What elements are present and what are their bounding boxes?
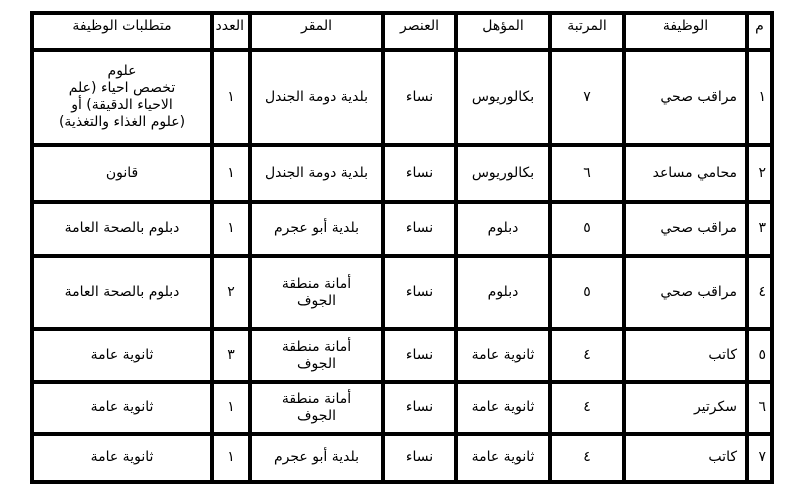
location: أمانة منطقة الجوف xyxy=(281,275,352,309)
gender: نساء xyxy=(405,164,434,181)
requirements-cell xyxy=(32,202,212,257)
header-job: الوظيفة xyxy=(624,13,747,50)
count-cell xyxy=(212,382,250,434)
job-title-cell xyxy=(624,202,747,257)
qualification: دبلوم xyxy=(487,284,519,301)
count: ١ xyxy=(227,399,235,416)
grade: ٤ xyxy=(583,399,591,416)
grade: ٤ xyxy=(583,449,591,466)
row-number-cell xyxy=(747,202,772,257)
qualification: ثانوية عامة xyxy=(471,399,535,416)
location: أمانة منطقة الجوف xyxy=(281,390,352,424)
qualification-cell xyxy=(456,145,550,202)
row-number: ٤ xyxy=(758,284,766,301)
jobs-table xyxy=(30,11,774,484)
table-row xyxy=(32,202,772,257)
location-cell xyxy=(250,382,383,434)
row-number-cell xyxy=(747,434,772,483)
count-cell xyxy=(212,329,250,382)
count-cell xyxy=(212,50,250,145)
row-number-cell xyxy=(747,382,772,434)
header-qualification: المؤهل xyxy=(456,13,550,50)
table-row xyxy=(32,256,772,329)
grade-cell xyxy=(550,202,624,257)
requirements-cell xyxy=(32,434,212,483)
job-title: مراقب صحي xyxy=(660,220,737,237)
count: ١ xyxy=(227,88,235,105)
count: ١ xyxy=(227,164,235,181)
grade: ٤ xyxy=(583,347,591,364)
requirements: علوم تخصص احياء (علم الاحياء الدقيقة) أو (علوم الغذاء والتغذية) xyxy=(58,63,186,131)
row-number: ١ xyxy=(758,88,766,105)
requirements-cell xyxy=(32,382,212,434)
count: ١ xyxy=(227,220,235,237)
grade: ٧ xyxy=(583,88,591,105)
qualification-cell xyxy=(456,50,550,145)
requirements-cell xyxy=(32,50,212,145)
gender: نساء xyxy=(405,347,434,364)
location-cell xyxy=(250,145,383,202)
job-title-cell xyxy=(624,382,747,434)
grade: ٥ xyxy=(583,284,591,301)
job-title: مراقب صحي xyxy=(660,284,737,301)
qualification: ثانوية عامة xyxy=(471,449,535,466)
grade-cell xyxy=(550,50,624,145)
qualification: ثانوية عامة xyxy=(471,347,535,364)
row-number: ٢ xyxy=(758,164,766,181)
gender-cell xyxy=(383,382,456,434)
location: أمانة منطقة الجوف xyxy=(281,338,352,372)
gender: نساء xyxy=(405,220,434,237)
location-cell xyxy=(250,50,383,145)
grade: ٦ xyxy=(583,164,591,181)
job-title-cell xyxy=(624,434,747,483)
header-requirements: متطلبات الوظيفة xyxy=(32,13,212,50)
grade: ٥ xyxy=(583,220,591,237)
gender-cell xyxy=(383,202,456,257)
count-cell xyxy=(212,434,250,483)
requirements: قانون xyxy=(105,164,139,181)
gender: نساء xyxy=(405,399,434,416)
header-row xyxy=(32,13,772,50)
table-row xyxy=(32,145,772,202)
requirements-cell xyxy=(32,145,212,202)
grade-cell xyxy=(550,329,624,382)
table-row xyxy=(32,329,772,382)
gender-cell xyxy=(383,256,456,329)
qualification-cell xyxy=(456,202,550,257)
job-title-cell xyxy=(624,256,747,329)
gender: نساء xyxy=(405,449,434,466)
requirements: دبلوم بالصحة العامة xyxy=(64,284,180,301)
count: ٣ xyxy=(227,347,235,364)
header-no: م xyxy=(747,13,772,50)
requirements: ثانوية عامة xyxy=(90,399,154,416)
row-number: ٦ xyxy=(758,399,766,416)
gender-cell xyxy=(383,145,456,202)
requirements-cell xyxy=(32,329,212,382)
job-title: سكرتير xyxy=(693,399,737,416)
row-number: ٥ xyxy=(758,347,766,364)
location: بلدية دومة الجندل xyxy=(264,164,369,181)
location-cell xyxy=(250,434,383,483)
job-title-cell xyxy=(624,145,747,202)
header-gender: العنصر xyxy=(383,13,456,50)
header-count: العدد xyxy=(212,13,250,50)
gender-cell xyxy=(383,434,456,483)
header-location: المقر xyxy=(250,13,383,50)
table-row xyxy=(32,50,772,145)
qualification-cell xyxy=(456,434,550,483)
requirements-cell xyxy=(32,256,212,329)
gender-cell xyxy=(383,329,456,382)
grade-cell xyxy=(550,256,624,329)
grade-cell xyxy=(550,145,624,202)
location-cell xyxy=(250,329,383,382)
requirements: دبلوم بالصحة العامة xyxy=(64,220,180,237)
job-title: مراقب صحي xyxy=(660,88,737,105)
table-row xyxy=(32,382,772,434)
row-number-cell xyxy=(747,145,772,202)
job-title-cell xyxy=(624,329,747,382)
location: بلدية دومة الجندل xyxy=(264,88,369,105)
count-cell xyxy=(212,256,250,329)
row-number-cell xyxy=(747,329,772,382)
header-grade: المرتبة xyxy=(550,13,624,50)
requirements: ثانوية عامة xyxy=(90,347,154,364)
location-cell xyxy=(250,256,383,329)
table-row xyxy=(32,434,772,483)
qualification-cell xyxy=(456,382,550,434)
count: ١ xyxy=(227,449,235,466)
grade-cell xyxy=(550,382,624,434)
count-cell xyxy=(212,145,250,202)
count: ٢ xyxy=(227,284,235,301)
location: بلدية أبو عجرم xyxy=(274,449,359,466)
job-title: كاتب xyxy=(708,347,737,364)
gender: نساء xyxy=(405,284,434,301)
qualification-cell xyxy=(456,329,550,382)
requirements: ثانوية عامة xyxy=(90,449,154,466)
row-number: ٣ xyxy=(758,220,766,237)
job-title: كاتب xyxy=(708,449,737,466)
qualification: دبلوم xyxy=(487,220,519,237)
count-cell xyxy=(212,202,250,257)
gender: نساء xyxy=(405,88,434,105)
row-number-cell xyxy=(747,256,772,329)
job-title: محامي مساعد xyxy=(652,164,737,181)
grade-cell xyxy=(550,434,624,483)
job-title-cell xyxy=(624,50,747,145)
gender-cell xyxy=(383,50,456,145)
row-number: ٧ xyxy=(758,449,766,466)
qualification: بكالوريوس xyxy=(471,88,535,105)
qualification-cell xyxy=(456,256,550,329)
qualification: بكالوريوس xyxy=(471,164,535,181)
location-cell xyxy=(250,202,383,257)
location: بلدية أبو عجرم xyxy=(274,220,359,237)
row-number-cell xyxy=(747,50,772,145)
